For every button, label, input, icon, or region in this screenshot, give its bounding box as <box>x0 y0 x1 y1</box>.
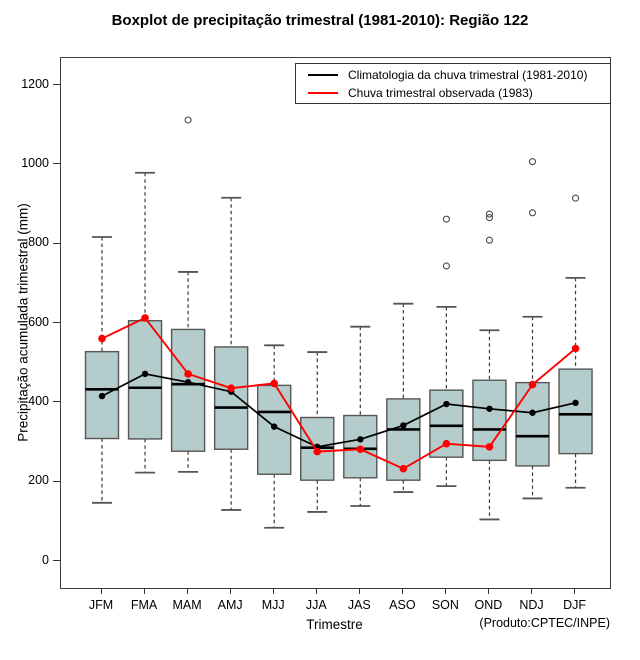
y-tick-label: 1200 <box>21 76 49 91</box>
boxplot-NDJ <box>516 159 549 499</box>
series-point <box>98 335 106 343</box>
series-point <box>185 379 191 385</box>
series-point <box>572 400 578 406</box>
x-tick-label: JJA <box>305 598 327 612</box>
y-tick-label: 800 <box>28 235 49 250</box>
outlier-point <box>530 210 536 216</box>
legend-item-climatologia <box>296 67 610 82</box>
series-point <box>400 422 406 428</box>
legend-line-black-icon <box>308 74 338 76</box>
x-tick-mark <box>574 588 575 594</box>
x-tick-label: ASO <box>389 598 416 612</box>
boxplot-AMJ <box>215 198 248 510</box>
box-iqr <box>516 383 549 466</box>
boxplot-JAS <box>344 327 377 506</box>
series-point <box>486 443 494 451</box>
x-tick-label: MAM <box>172 598 202 612</box>
plot-canvas <box>61 58 610 588</box>
outlier-point <box>486 211 492 217</box>
x-tick-label: AMJ <box>217 598 243 612</box>
outlier-point <box>443 216 449 222</box>
boxplot-OND <box>473 211 506 519</box>
legend-label-climatologia: Climatologia da chuva trimestral (1981-2010) <box>348 67 588 82</box>
y-tick-mark <box>53 481 60 482</box>
y-tick-label: 200 <box>28 473 49 488</box>
outlier-point <box>185 117 191 123</box>
series-observada <box>98 314 579 472</box>
x-tick-mark <box>273 588 274 594</box>
x-tick-mark <box>488 588 489 594</box>
series-point <box>486 406 492 412</box>
x-tick-mark <box>187 588 188 594</box>
series-point <box>99 393 105 399</box>
y-tick-mark <box>53 163 60 164</box>
x-tick-mark <box>402 588 403 594</box>
series-point <box>271 423 277 429</box>
x-tick-mark <box>531 588 532 594</box>
boxplot-DJF <box>559 195 592 488</box>
series-point <box>529 410 535 416</box>
series-point <box>184 370 192 378</box>
x-tick-mark <box>316 588 317 594</box>
series-point <box>572 345 580 353</box>
y-tick-mark <box>53 84 60 85</box>
series-point <box>142 371 148 377</box>
y-tick-mark <box>53 243 60 244</box>
series-point <box>529 381 537 389</box>
x-tick-mark <box>445 588 446 594</box>
y-tick-mark <box>53 322 60 323</box>
series-point <box>400 465 408 473</box>
x-tick-mark <box>230 588 231 594</box>
plot-area <box>60 57 611 589</box>
x-tick-label: DJF <box>563 598 586 612</box>
box-iqr <box>215 347 248 449</box>
product-note: (Produto:CPTEC/INPE) <box>479 616 610 630</box>
legend-line-red-icon <box>308 92 338 94</box>
series-point <box>357 436 363 442</box>
legend <box>295 63 611 104</box>
boxplot-JFM <box>86 237 119 503</box>
legend-item-observada <box>296 85 610 100</box>
series-point <box>141 314 149 322</box>
y-tick-label: 400 <box>28 393 49 408</box>
x-tick-label: NDJ <box>519 598 544 612</box>
outlier-point <box>443 263 449 269</box>
series-point <box>313 448 321 456</box>
x-axis-label: Trimestre <box>306 617 363 632</box>
x-tick-mark <box>359 588 360 594</box>
boxplot-MJJ <box>258 345 291 527</box>
y-tick-mark <box>53 401 60 402</box>
y-tick-label: 600 <box>28 314 49 329</box>
x-tick-label: MJJ <box>261 598 285 612</box>
box-iqr <box>172 329 205 451</box>
boxplot-MAM <box>172 117 205 472</box>
series-point <box>443 401 449 407</box>
y-tick-label: 1000 <box>21 155 49 170</box>
outlier-point <box>573 195 579 201</box>
y-tick-label: 0 <box>42 552 49 567</box>
series-point <box>443 440 451 448</box>
y-axis-label: Precipitação acumulada trimestral (mm) <box>15 203 31 442</box>
outlier-point <box>486 237 492 243</box>
series-point <box>270 380 278 388</box>
box-iqr <box>559 369 592 453</box>
x-tick-label: FMA <box>130 598 158 612</box>
x-tick-mark <box>101 588 102 594</box>
y-tick-mark <box>53 560 60 561</box>
x-tick-label: OND <box>474 598 503 612</box>
chart-title: Boxplot de precipitação trimestral (1981-2010): Região 122 <box>111 12 529 29</box>
x-tick-mark <box>144 588 145 594</box>
legend-label-observada: Chuva trimestral observada (1983) <box>348 85 533 100</box>
series-point <box>227 384 235 392</box>
series-climatologia <box>99 371 579 450</box>
outlier-point <box>530 159 536 165</box>
series-point <box>357 445 365 453</box>
x-tick-label: JFM <box>88 598 114 612</box>
x-tick-label: SON <box>431 598 459 612</box>
x-tick-label: JAS <box>347 598 371 612</box>
